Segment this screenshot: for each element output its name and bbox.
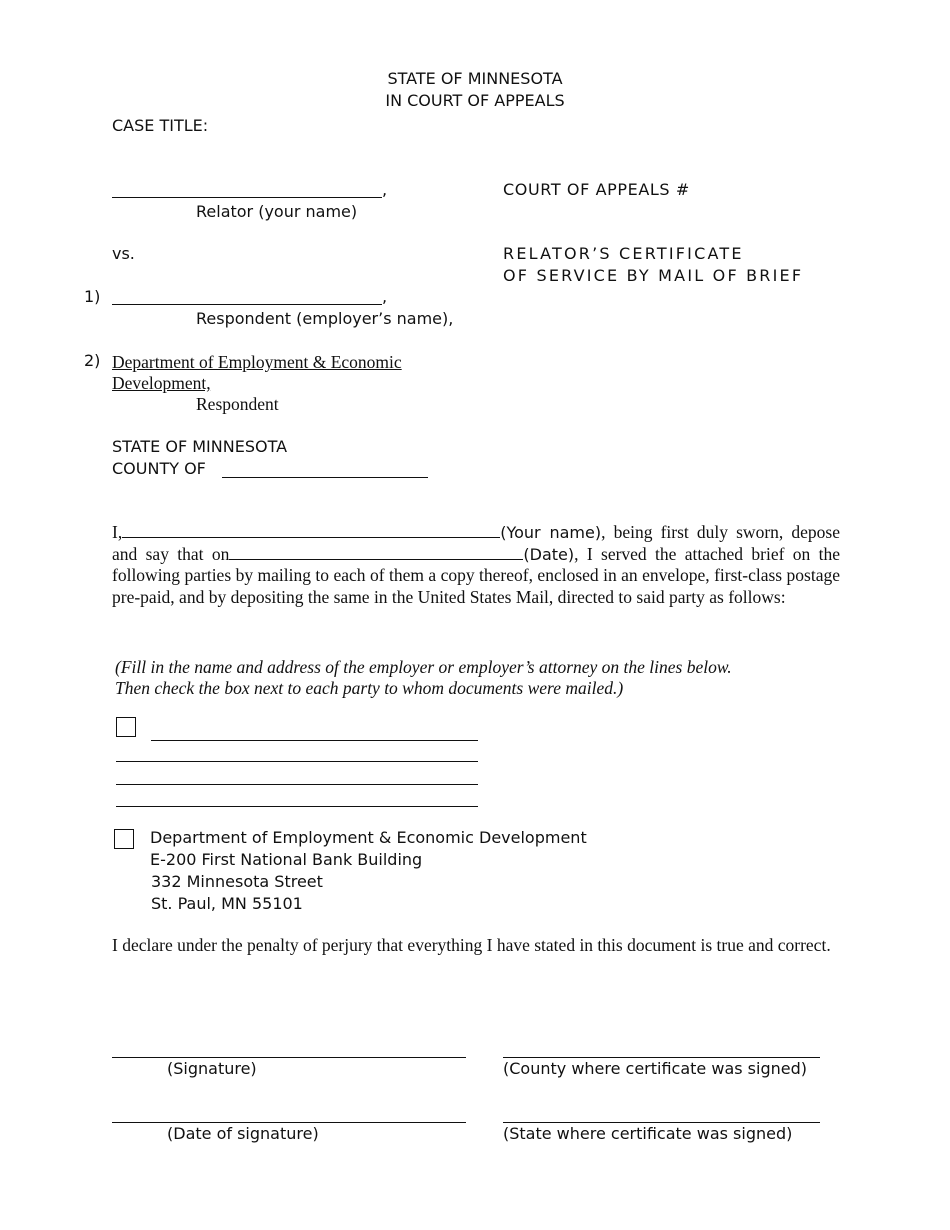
respondent1-comma: , [382, 287, 388, 306]
deed-address-line2: E-200 First National Bank Building [150, 850, 423, 869]
perjury-declaration: I declare under the penalty of perjury that everything I have stated in this document is true and correct. [112, 935, 831, 955]
affidavit-paragraph [112, 522, 840, 608]
respondent2-name-line2: Development, [112, 373, 211, 393]
affidavit-text2: and say that on [112, 543, 230, 564]
venue-county-label: COUNTY OF [112, 459, 206, 478]
court-state-heading: STATE OF MINNESOTA [387, 69, 563, 88]
employer-address-line4[interactable] [116, 806, 478, 807]
affidavit-i-label: I, [112, 522, 123, 542]
deed-checkbox[interactable] [114, 829, 134, 849]
respondent1-number: 1) [84, 287, 101, 306]
affidavit-text1: , being first duly sworn, depose [601, 522, 840, 542]
court-name-heading: IN COURT OF APPEALS [385, 91, 565, 110]
signature-date-line[interactable] [112, 1122, 466, 1123]
county-signed-line[interactable] [503, 1057, 820, 1058]
venue-state: STATE OF MINNESOTA [112, 437, 288, 456]
county-field[interactable] [222, 477, 428, 478]
relator-comma: , [382, 180, 388, 199]
state-signed-line[interactable] [503, 1122, 820, 1123]
your-name-caption: (Your name) [500, 523, 602, 542]
document-title-line1: RELATOR’S CERTIFICATE [503, 244, 744, 263]
state-signed-caption: (State where certificate was signed) [503, 1124, 793, 1143]
court-number-label: COURT OF APPEALS # [503, 180, 690, 199]
deed-address-line4: St. Paul, MN 55101 [151, 894, 303, 913]
signature-date-caption: (Date of signature) [167, 1124, 319, 1143]
respondent2-caption: Respondent [196, 394, 279, 414]
employer-address-line1[interactable] [151, 740, 478, 741]
respondent2-name-line1: Department of Employment & Economic [112, 352, 402, 372]
instructions-line2: Then check the box next to each party to whom documents were mailed.) [115, 678, 624, 698]
respondent2-number: 2) [84, 351, 101, 370]
employer-address-line2[interactable] [116, 761, 478, 762]
deed-address-line1: Department of Employment & Economic Development [150, 828, 587, 847]
relator-caption: Relator (your name) [196, 202, 358, 221]
respondent1-caption: Respondent (employer’s name), [196, 309, 454, 328]
signature-caption: (Signature) [167, 1059, 257, 1078]
date-caption: (Date) [523, 544, 575, 564]
affiant-name-field[interactable] [122, 522, 500, 538]
relator-name-field[interactable] [112, 197, 382, 198]
instructions-line1: (Fill in the name and address of the employer or employer’s attorney on the lines below. [115, 657, 732, 677]
affidavit-text3: , I served the attached brief on the following parties by mailing to each of them a copy thereof, enclosed in an envelope, first-class postage pre-paid, and by depositing the same in the United States Mail, directed to said party as follows: [112, 543, 840, 607]
county-signed-caption: (County where certificate was signed) [503, 1059, 807, 1078]
deed-address-line3: 332 Minnesota Street [151, 872, 323, 891]
service-date-field[interactable] [229, 544, 523, 560]
signature-line[interactable] [112, 1057, 466, 1058]
case-title-label: CASE TITLE: [112, 116, 209, 135]
employer-checkbox[interactable] [116, 717, 136, 737]
vs-label: vs. [112, 244, 135, 263]
respondent1-name-field[interactable] [112, 304, 382, 305]
employer-address-line3[interactable] [116, 784, 478, 785]
document-title-line2: OF SERVICE BY MAIL OF BRIEF [503, 266, 804, 285]
